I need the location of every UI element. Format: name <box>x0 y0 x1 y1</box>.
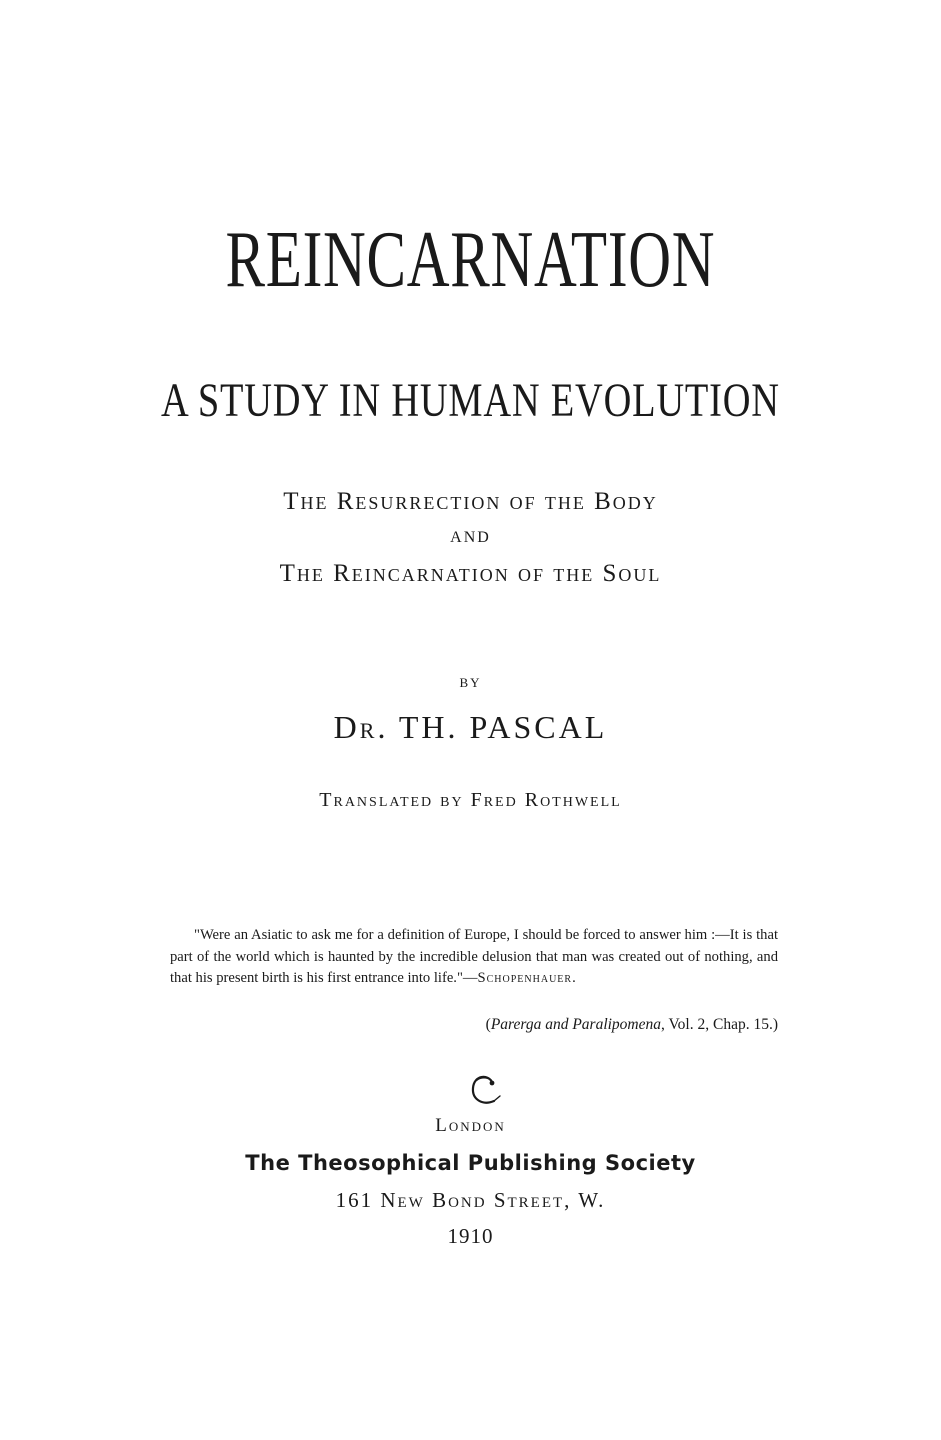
publisher-name: The Theosophical Publishing Society <box>245 1151 696 1175</box>
subtitle-line-1: The Resurrection of the Body <box>283 488 658 515</box>
epigraph-attribution: Schopenhauer. <box>477 970 577 986</box>
source-volume: , Vol. 2, Chap. 15.) <box>661 1016 778 1033</box>
source-open-paren: ( <box>485 1016 491 1033</box>
publication-city: London <box>435 1115 506 1136</box>
epigraph-source <box>486 1014 778 1036</box>
subtitle-and: AND <box>450 529 491 546</box>
publisher-ornament-icon <box>462 1068 506 1112</box>
author-name: Dr. TH. PASCAL <box>333 709 608 745</box>
subtitle: A STUDY IN HUMAN EVOLUTION <box>161 374 780 427</box>
by-label: BY <box>459 675 482 690</box>
subtitle-line-2: The Reincarnation of the Soul <box>279 560 662 587</box>
main-title: REINCARNATION <box>225 216 716 304</box>
translator-credit: Translated by Fred Rothwell <box>319 789 622 811</box>
epigraph <box>170 925 778 990</box>
publication-year: 1910 <box>447 1224 494 1248</box>
epigraph-text: "Were an Asiatic to ask me for a definition of Europe, I should be forced to answer him :—It is that part of the world which is haunted by the incredible delusion that man was created out of nothing, and that his present birth is his first entrance into life."— <box>170 927 778 986</box>
source-title: Parerga and Paralipomena <box>490 1016 662 1033</box>
publisher-address: 161 New Bond Street, W. <box>335 1188 606 1212</box>
